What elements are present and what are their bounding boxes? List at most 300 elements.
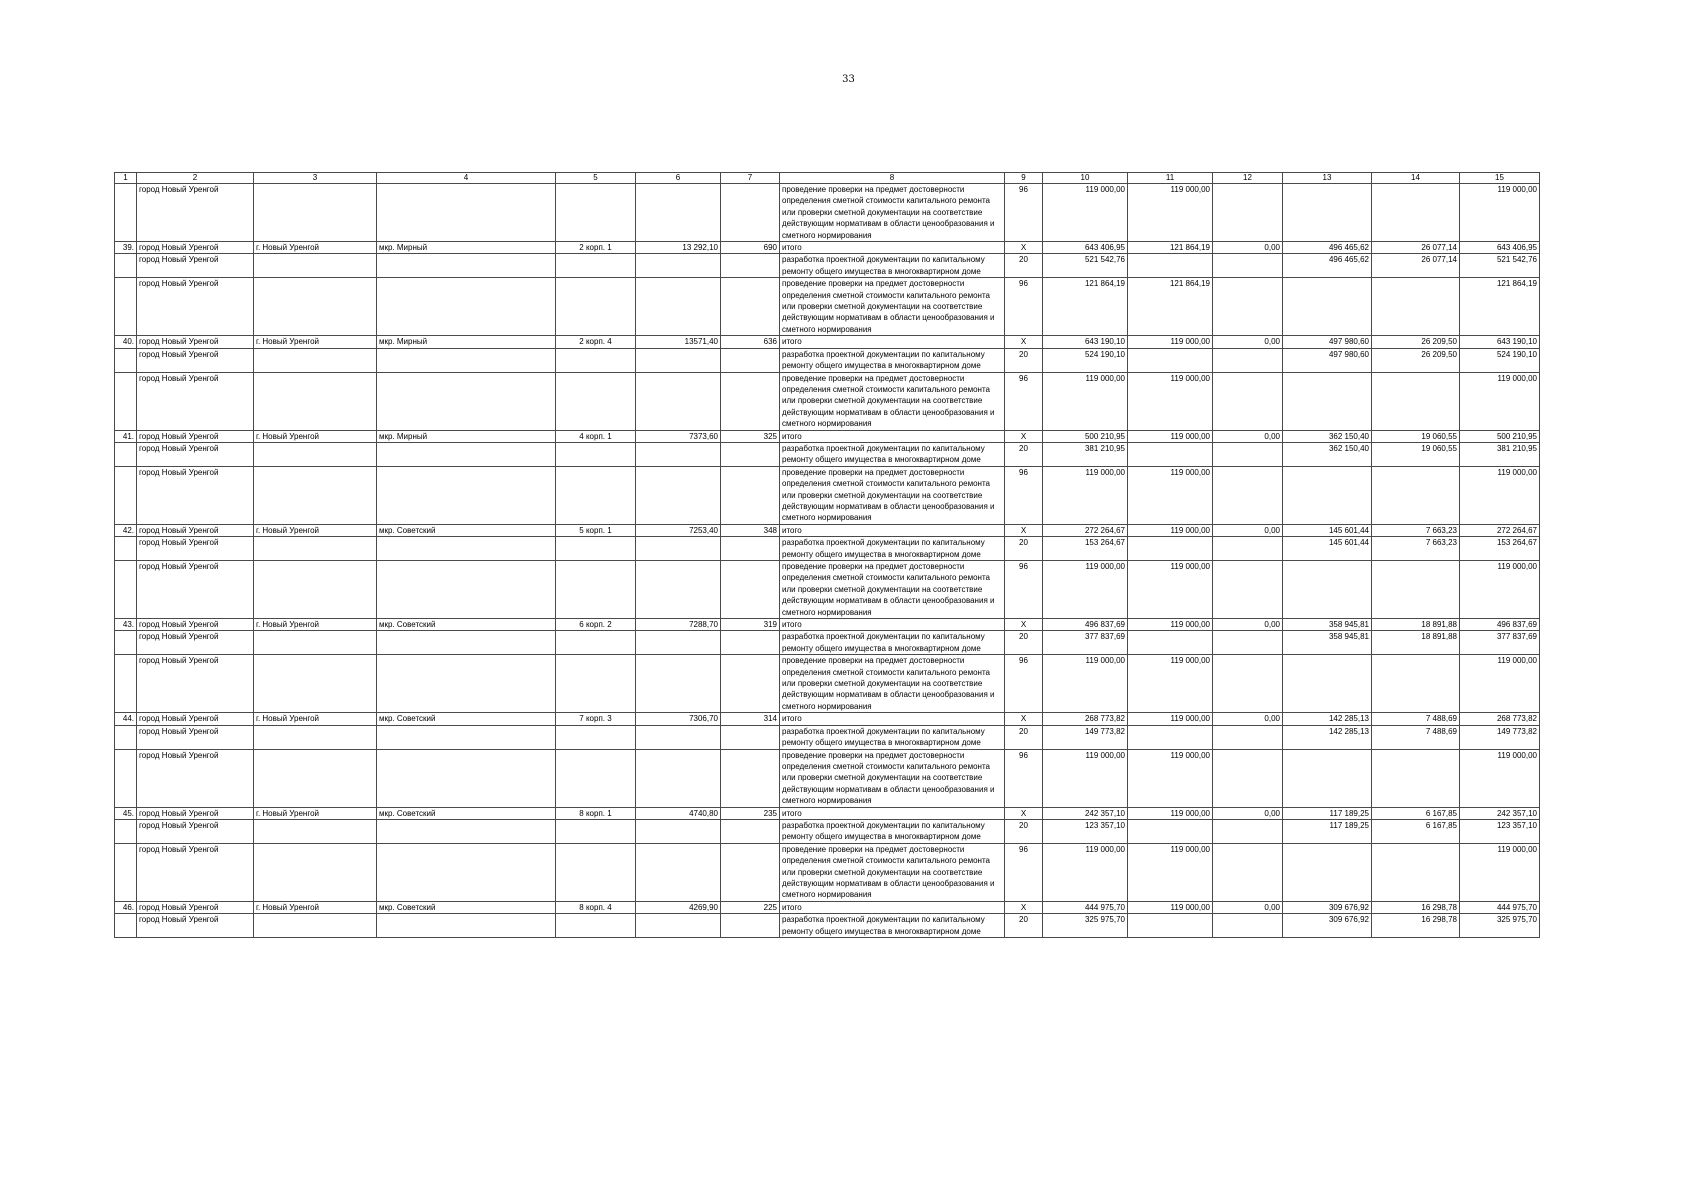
table-row [115, 466, 1540, 524]
cell-cost-column-14 [1372, 278, 1460, 336]
cell-row-number [115, 184, 137, 242]
cell-cost-column-12 [1213, 819, 1283, 843]
cell-row-number [115, 655, 137, 713]
cell-district [377, 914, 556, 938]
cell-house-number [556, 914, 636, 938]
column-number-municipality: 2 [137, 173, 254, 184]
cell-work-code: 96 [1005, 843, 1043, 901]
cell-house-number [556, 843, 636, 901]
cell-cost-fund: 119 000,00 [1128, 655, 1213, 713]
cell-cost-column-12: 0,00 [1213, 524, 1283, 536]
cell-cost-column-12: 0,00 [1213, 336, 1283, 348]
cell-total-cost: 381 210,95 [1043, 442, 1128, 466]
cell-cost-column-14: 7 488,69 [1372, 725, 1460, 749]
cell-house-number [556, 278, 636, 336]
cell-district [377, 819, 556, 843]
cell-work-type: разработка проектной документации по капитальному ремонту общего имущества в многоквартирном доме [780, 537, 1005, 561]
cell-house-number: 6 корп. 2 [556, 619, 636, 631]
cell-residents: 225 [721, 901, 780, 913]
cell-cost-column-15: 121 864,19 [1460, 278, 1540, 336]
cell-work-code: Х [1005, 242, 1043, 254]
column-number-cost-column-12: 12 [1213, 173, 1283, 184]
cell-residents: 235 [721, 807, 780, 819]
cell-municipality: город Новый Уренгой [137, 561, 254, 619]
column-number-total-cost: 10 [1043, 173, 1128, 184]
column-number-cost-column-15: 15 [1460, 173, 1540, 184]
cell-cost-column-15: 524 190,10 [1460, 348, 1540, 372]
cell-residents [721, 561, 780, 619]
cell-cost-column-15: 149 773,82 [1460, 725, 1540, 749]
page-number: 33 [842, 74, 855, 85]
cell-area [636, 442, 721, 466]
cell-cost-column-15: 643 406,95 [1460, 242, 1540, 254]
program-table [114, 172, 1540, 938]
cell-work-type: проведение проверки на предмет достоверности определения сметной стоимости капитального ремонта или проверки сметной документации на соответствие действующим нормативам в области ценообразования и сметного нормирования [780, 372, 1005, 430]
cell-municipality: город Новый Уренгой [137, 725, 254, 749]
cell-house-number [556, 537, 636, 561]
cell-work-code: Х [1005, 430, 1043, 442]
cell-municipality: город Новый Уренгой [137, 914, 254, 938]
cell-work-code: 96 [1005, 561, 1043, 619]
cell-settlement [254, 819, 377, 843]
cell-work-type: разработка проектной документации по капитальному ремонту общего имущества в многоквартирном доме [780, 819, 1005, 843]
cell-residents: 325 [721, 430, 780, 442]
table-row [115, 561, 1540, 619]
cell-cost-column-12: 0,00 [1213, 807, 1283, 819]
cell-settlement: г. Новый Уренгой [254, 807, 377, 819]
cell-municipality: город Новый Уренгой [137, 348, 254, 372]
cell-cost-column-12 [1213, 749, 1283, 807]
cell-cost-fund: 119 000,00 [1128, 466, 1213, 524]
cell-total-cost: 119 000,00 [1043, 372, 1128, 430]
cell-cost-column-13 [1283, 466, 1372, 524]
cell-residents: 348 [721, 524, 780, 536]
cell-cost-column-15: 496 837,69 [1460, 619, 1540, 631]
cell-house-number [556, 184, 636, 242]
cell-house-number: 5 корп. 1 [556, 524, 636, 536]
cell-cost-column-14 [1372, 655, 1460, 713]
cell-cost-column-14: 7 663,23 [1372, 537, 1460, 561]
cell-cost-column-12 [1213, 278, 1283, 336]
cell-district [377, 254, 556, 278]
cell-settlement [254, 631, 377, 655]
cell-cost-column-15: 119 000,00 [1460, 843, 1540, 901]
cell-work-code: 96 [1005, 749, 1043, 807]
cell-cost-column-14: 26 077,14 [1372, 254, 1460, 278]
cell-house-number [556, 819, 636, 843]
cell-residents: 314 [721, 713, 780, 725]
cell-work-type: проведение проверки на предмет достоверности определения сметной стоимости капитального ремонта или проверки сметной документации на соответствие действующим нормативам в области ценообразования и сметного нормирования [780, 843, 1005, 901]
cell-cost-column-13: 362 150,40 [1283, 442, 1372, 466]
cell-district: мкр. Советский [377, 619, 556, 631]
cell-house-number [556, 372, 636, 430]
cell-cost-column-15: 325 975,70 [1460, 914, 1540, 938]
cell-settlement: г. Новый Уренгой [254, 430, 377, 442]
cell-work-code: 20 [1005, 254, 1043, 278]
cell-total-cost: 272 264,67 [1043, 524, 1128, 536]
cell-cost-column-15: 377 837,69 [1460, 631, 1540, 655]
cell-cost-column-13: 309 676,92 [1283, 901, 1372, 913]
table-row [115, 725, 1540, 749]
cell-cost-column-13 [1283, 655, 1372, 713]
cell-settlement [254, 843, 377, 901]
cell-work-type: итого [780, 242, 1005, 254]
table-row [115, 749, 1540, 807]
cell-cost-column-13: 145 601,44 [1283, 537, 1372, 561]
cell-cost-fund: 119 000,00 [1128, 843, 1213, 901]
cell-cost-column-12: 0,00 [1213, 619, 1283, 631]
cell-area [636, 914, 721, 938]
cell-cost-fund: 119 000,00 [1128, 430, 1213, 442]
cell-settlement: г. Новый Уренгой [254, 901, 377, 913]
cell-area [636, 655, 721, 713]
cell-work-code: 96 [1005, 466, 1043, 524]
cell-cost-column-12 [1213, 655, 1283, 713]
cell-cost-fund: 121 864,19 [1128, 278, 1213, 336]
cell-house-number: 2 корп. 4 [556, 336, 636, 348]
cell-cost-column-15: 500 210,95 [1460, 430, 1540, 442]
cell-cost-column-14: 26 077,14 [1372, 242, 1460, 254]
cell-cost-column-12: 0,00 [1213, 242, 1283, 254]
cell-cost-column-13: 145 601,44 [1283, 524, 1372, 536]
cell-cost-fund: 119 000,00 [1128, 561, 1213, 619]
cell-work-code: Х [1005, 336, 1043, 348]
cell-cost-column-14 [1372, 466, 1460, 524]
cell-area: 13 292,10 [636, 242, 721, 254]
column-number-work-code: 9 [1005, 173, 1043, 184]
cell-cost-column-15: 119 000,00 [1460, 372, 1540, 430]
cell-cost-column-15: 268 773,82 [1460, 713, 1540, 725]
cell-residents: 690 [721, 242, 780, 254]
cell-work-code: 20 [1005, 537, 1043, 561]
cell-residents [721, 278, 780, 336]
cell-cost-column-14: 7 488,69 [1372, 713, 1460, 725]
cell-total-cost: 377 837,69 [1043, 631, 1128, 655]
cell-cost-column-13 [1283, 561, 1372, 619]
cell-district [377, 631, 556, 655]
cell-cost-column-14 [1372, 184, 1460, 242]
cell-row-number [115, 372, 137, 430]
cell-area [636, 537, 721, 561]
cell-work-type: итого [780, 336, 1005, 348]
cell-area [636, 843, 721, 901]
cell-cost-column-12: 0,00 [1213, 901, 1283, 913]
cell-area [636, 466, 721, 524]
column-number-area: 6 [636, 173, 721, 184]
cell-municipality: город Новый Уренгой [137, 372, 254, 430]
table-row-total [115, 901, 1540, 913]
cell-district: мкр. Советский [377, 901, 556, 913]
cell-house-number: 8 корп. 1 [556, 807, 636, 819]
cell-settlement: г. Новый Уренгой [254, 524, 377, 536]
cell-cost-column-14: 26 209,50 [1372, 348, 1460, 372]
cell-work-type: проведение проверки на предмет достоверности определения сметной стоимости капитального ремонта или проверки сметной документации на соответствие действующим нормативам в области ценообразования и сметного нормирования [780, 749, 1005, 807]
cell-work-type: разработка проектной документации по капитальному ремонту общего имущества в многоквартирном доме [780, 442, 1005, 466]
cell-settlement: г. Новый Уренгой [254, 242, 377, 254]
cell-house-number [556, 442, 636, 466]
column-number-cost-column-13: 13 [1283, 173, 1372, 184]
table-row [115, 254, 1540, 278]
cell-settlement [254, 725, 377, 749]
cell-municipality: город Новый Уренгой [137, 442, 254, 466]
cell-municipality: город Новый Уренгой [137, 430, 254, 442]
cell-cost-column-15: 242 357,10 [1460, 807, 1540, 819]
cell-area: 7253,40 [636, 524, 721, 536]
cell-cost-fund: 119 000,00 [1128, 713, 1213, 725]
cell-cost-column-15: 521 542,76 [1460, 254, 1540, 278]
cell-cost-fund [1128, 819, 1213, 843]
cell-settlement [254, 348, 377, 372]
cell-cost-column-15: 643 190,10 [1460, 336, 1540, 348]
cell-cost-column-15: 123 357,10 [1460, 819, 1540, 843]
cell-house-number [556, 348, 636, 372]
cell-cost-column-14 [1372, 749, 1460, 807]
cell-work-type: проведение проверки на предмет достоверности определения сметной стоимости капитального ремонта или проверки сметной документации на соответствие действующим нормативам в области ценообразования и сметного нормирования [780, 466, 1005, 524]
cell-house-number [556, 561, 636, 619]
cell-cost-column-13 [1283, 749, 1372, 807]
cell-cost-fund [1128, 725, 1213, 749]
cell-municipality: город Новый Уренгой [137, 749, 254, 807]
cell-house-number: 2 корп. 1 [556, 242, 636, 254]
cell-work-type: итого [780, 430, 1005, 442]
cell-residents [721, 184, 780, 242]
cell-district: мкр. Мирный [377, 242, 556, 254]
cell-area [636, 278, 721, 336]
cell-work-type: разработка проектной документации по капитальному ремонту общего имущества в многоквартирном доме [780, 254, 1005, 278]
cell-municipality: город Новый Уренгой [137, 655, 254, 713]
cell-work-code: 20 [1005, 348, 1043, 372]
cell-row-number [115, 819, 137, 843]
cell-cost-fund: 119 000,00 [1128, 619, 1213, 631]
cell-house-number [556, 749, 636, 807]
cell-cost-column-15: 119 000,00 [1460, 184, 1540, 242]
cell-cost-column-12 [1213, 561, 1283, 619]
table-row [115, 442, 1540, 466]
cell-cost-column-12 [1213, 372, 1283, 430]
cell-residents [721, 372, 780, 430]
column-number-district: 4 [377, 173, 556, 184]
cell-total-cost: 123 357,10 [1043, 819, 1128, 843]
cell-municipality: город Новый Уренгой [137, 242, 254, 254]
cell-cost-column-12: 0,00 [1213, 713, 1283, 725]
cell-work-code: 20 [1005, 819, 1043, 843]
cell-total-cost: 524 190,10 [1043, 348, 1128, 372]
cell-district [377, 466, 556, 524]
cell-row-number [115, 466, 137, 524]
cell-municipality: город Новый Уренгой [137, 619, 254, 631]
table-row [115, 184, 1540, 242]
cell-row-number [115, 631, 137, 655]
cell-area [636, 254, 721, 278]
cell-cost-column-14: 18 891,88 [1372, 619, 1460, 631]
cell-cost-column-12 [1213, 843, 1283, 901]
cell-total-cost: 119 000,00 [1043, 749, 1128, 807]
cell-district: мкр. Советский [377, 524, 556, 536]
cell-district: мкр. Советский [377, 713, 556, 725]
cell-house-number: 4 корп. 1 [556, 430, 636, 442]
cell-municipality: город Новый Уренгой [137, 254, 254, 278]
cell-total-cost: 496 837,69 [1043, 619, 1128, 631]
cell-work-code: Х [1005, 807, 1043, 819]
table-row [115, 914, 1540, 938]
cell-work-code: 96 [1005, 372, 1043, 430]
cell-row-number: 45. [115, 807, 137, 819]
cell-house-number [556, 725, 636, 749]
cell-cost-column-14: 19 060,55 [1372, 430, 1460, 442]
cell-cost-column-13 [1283, 372, 1372, 430]
cell-work-type: разработка проектной документации по капитальному ремонту общего имущества в многоквартирном доме [780, 348, 1005, 372]
cell-work-code: 96 [1005, 655, 1043, 713]
cell-cost-column-14: 26 209,50 [1372, 336, 1460, 348]
cell-cost-column-14: 7 663,23 [1372, 524, 1460, 536]
cell-residents [721, 655, 780, 713]
cell-cost-column-13: 117 189,25 [1283, 819, 1372, 843]
cell-cost-column-13: 142 285,13 [1283, 713, 1372, 725]
cell-total-cost: 643 406,95 [1043, 242, 1128, 254]
table-row-total [115, 524, 1540, 536]
table-row [115, 819, 1540, 843]
cell-district: мкр. Советский [377, 807, 556, 819]
cell-settlement [254, 442, 377, 466]
cell-cost-column-13: 496 465,62 [1283, 254, 1372, 278]
cell-work-code: 20 [1005, 631, 1043, 655]
cell-municipality: город Новый Уренгой [137, 466, 254, 524]
cell-total-cost: 500 210,95 [1043, 430, 1128, 442]
cell-work-type: проведение проверки на предмет достоверности определения сметной стоимости капитального ремонта или проверки сметной документации на соответствие действующим нормативам в области ценообразования и сметного нормирования [780, 184, 1005, 242]
cell-settlement [254, 655, 377, 713]
cell-house-number [556, 254, 636, 278]
cell-cost-fund [1128, 254, 1213, 278]
cell-cost-column-13: 117 189,25 [1283, 807, 1372, 819]
cell-work-code: 20 [1005, 725, 1043, 749]
cell-total-cost: 119 000,00 [1043, 843, 1128, 901]
cell-cost-column-13 [1283, 843, 1372, 901]
cell-row-number: 40. [115, 336, 137, 348]
cell-work-type: проведение проверки на предмет достоверности определения сметной стоимости капитального ремонта или проверки сметной документации на соответствие действующим нормативам в области ценообразования и сметного нормирования [780, 561, 1005, 619]
cell-house-number: 7 корп. 3 [556, 713, 636, 725]
cell-work-code: Х [1005, 524, 1043, 536]
cell-settlement [254, 372, 377, 430]
table-row-total [115, 713, 1540, 725]
cell-settlement [254, 184, 377, 242]
cell-cost-column-13: 309 676,92 [1283, 914, 1372, 938]
cell-settlement [254, 914, 377, 938]
cell-cost-column-13: 142 285,13 [1283, 725, 1372, 749]
cell-area: 7306,70 [636, 713, 721, 725]
cell-row-number [115, 348, 137, 372]
cell-area: 4740,80 [636, 807, 721, 819]
cell-cost-fund: 119 000,00 [1128, 901, 1213, 913]
cell-work-type: проведение проверки на предмет достоверности определения сметной стоимости капитального ремонта или проверки сметной документации на соответствие действующим нормативам в области ценообразования и сметного нормирования [780, 278, 1005, 336]
cell-house-number [556, 655, 636, 713]
cell-municipality: город Новый Уренгой [137, 807, 254, 819]
cell-cost-column-15: 119 000,00 [1460, 561, 1540, 619]
cell-cost-column-13: 497 980,60 [1283, 348, 1372, 372]
cell-house-number: 8 корп. 4 [556, 901, 636, 913]
cell-cost-column-13 [1283, 278, 1372, 336]
cell-cost-column-15: 444 975,70 [1460, 901, 1540, 913]
cell-total-cost: 119 000,00 [1043, 184, 1128, 242]
cell-work-code: Х [1005, 619, 1043, 631]
cell-area [636, 749, 721, 807]
table-row-total [115, 336, 1540, 348]
cell-row-number [115, 537, 137, 561]
cell-cost-column-14 [1372, 372, 1460, 430]
cell-settlement [254, 561, 377, 619]
cell-municipality: город Новый Уренгой [137, 713, 254, 725]
cell-district [377, 749, 556, 807]
cell-work-code: 96 [1005, 278, 1043, 336]
cell-cost-fund: 119 000,00 [1128, 749, 1213, 807]
cell-row-number [115, 725, 137, 749]
cell-area [636, 348, 721, 372]
cell-total-cost: 119 000,00 [1043, 466, 1128, 524]
cell-residents [721, 348, 780, 372]
cell-cost-column-15: 119 000,00 [1460, 466, 1540, 524]
cell-cost-fund: 119 000,00 [1128, 184, 1213, 242]
cell-total-cost: 521 542,76 [1043, 254, 1128, 278]
cell-total-cost: 242 357,10 [1043, 807, 1128, 819]
cell-cost-column-15: 119 000,00 [1460, 749, 1540, 807]
cell-residents [721, 442, 780, 466]
cell-municipality: город Новый Уренгой [137, 524, 254, 536]
cell-area: 4269,90 [636, 901, 721, 913]
cell-cost-column-13: 496 465,62 [1283, 242, 1372, 254]
cell-cost-column-13: 497 980,60 [1283, 336, 1372, 348]
cell-cost-column-12 [1213, 537, 1283, 561]
cell-residents [721, 749, 780, 807]
cell-cost-column-12 [1213, 631, 1283, 655]
cell-cost-fund: 119 000,00 [1128, 807, 1213, 819]
cell-row-number [115, 914, 137, 938]
cell-row-number: 42. [115, 524, 137, 536]
cell-total-cost: 643 190,10 [1043, 336, 1128, 348]
cell-district [377, 442, 556, 466]
cell-work-type: разработка проектной документации по капитальному ремонту общего имущества в многоквартирном доме [780, 725, 1005, 749]
cell-row-number: 44. [115, 713, 137, 725]
cell-residents: 636 [721, 336, 780, 348]
cell-cost-column-14: 19 060,55 [1372, 442, 1460, 466]
cell-district: мкр. Мирный [377, 430, 556, 442]
cell-cost-fund [1128, 537, 1213, 561]
cell-cost-column-15: 272 264,67 [1460, 524, 1540, 536]
cell-area [636, 184, 721, 242]
cell-residents [721, 914, 780, 938]
table-row-total [115, 619, 1540, 631]
cell-area: 7288,70 [636, 619, 721, 631]
cell-district [377, 725, 556, 749]
table-row-total [115, 242, 1540, 254]
cell-settlement [254, 749, 377, 807]
cell-work-type: итого [780, 619, 1005, 631]
cell-municipality: город Новый Уренгой [137, 819, 254, 843]
column-number-house-number: 5 [556, 173, 636, 184]
cell-total-cost: 325 975,70 [1043, 914, 1128, 938]
cell-row-number [115, 561, 137, 619]
cell-cost-column-14 [1372, 843, 1460, 901]
cell-cost-column-12 [1213, 254, 1283, 278]
cell-cost-column-15: 119 000,00 [1460, 655, 1540, 713]
cell-cost-column-15: 153 264,67 [1460, 537, 1540, 561]
cell-cost-column-13: 358 945,81 [1283, 619, 1372, 631]
cell-cost-fund [1128, 914, 1213, 938]
cell-district [377, 655, 556, 713]
cell-municipality: город Новый Уренгой [137, 278, 254, 336]
cell-cost-column-12 [1213, 725, 1283, 749]
cell-area: 7373,60 [636, 430, 721, 442]
cell-total-cost: 119 000,00 [1043, 561, 1128, 619]
cell-cost-column-12 [1213, 442, 1283, 466]
